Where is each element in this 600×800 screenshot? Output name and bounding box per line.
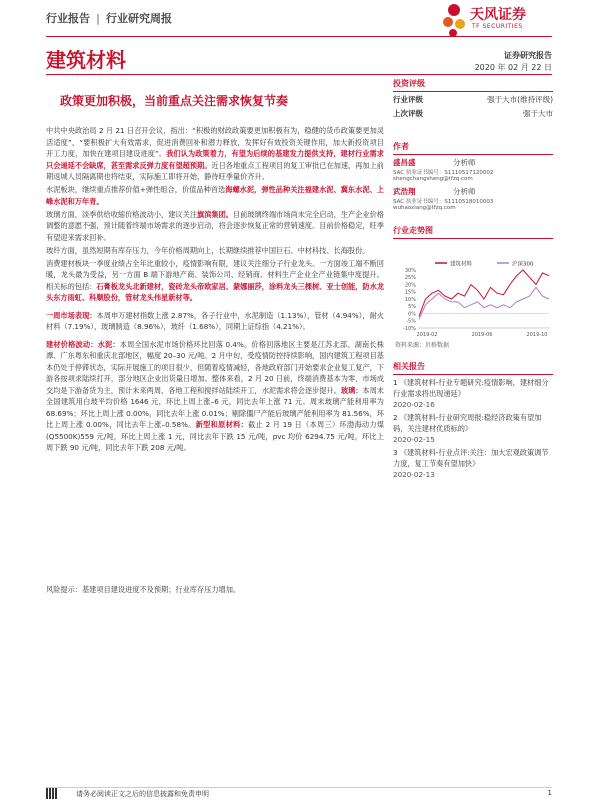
main-body — [46, 125, 384, 455]
legend-label: 建筑材料 — [450, 261, 473, 268]
prices-materials-label: 新型和原材料： — [195, 420, 249, 429]
y-tick-label: 0% — [408, 311, 416, 318]
paragraph-prices — [46, 339, 384, 454]
paragraph-fiberglass: 玻纤方面，虽然短期有库存压力，今年价格周期向上，长期继续推荐中国巨石、中材科技、长海股份。 — [46, 245, 370, 255]
market-label: 一周市场表现： — [46, 310, 97, 320]
company-logo — [440, 2, 560, 38]
rating-industry-row — [393, 94, 553, 105]
rating-section-title: 投资评级 — [393, 79, 425, 88]
author-role: 分析师 — [453, 158, 476, 167]
glass-highlight: 旗滨集团。 — [197, 209, 233, 219]
header-bar — [46, 10, 172, 26]
x-tick-label: 2019-10 — [526, 332, 548, 338]
header-rule — [46, 36, 552, 37]
chart-section-title: 行业走势图 — [393, 226, 433, 235]
related-reports — [393, 361, 553, 480]
page-title: 建筑材料 — [46, 48, 126, 72]
author-sac: SAC 执业证书编号：S1110518010003 — [393, 199, 494, 205]
report-category: 行业报告 — [46, 12, 90, 25]
authors-section-title: 作者 — [393, 142, 409, 151]
related-section-title: 相关报告 — [393, 362, 425, 371]
footer-disclaimer: 请务必阅读正文之后的信息披露和免责申明 — [76, 790, 209, 798]
paragraph-market — [46, 310, 384, 333]
trend-chart-svg — [393, 258, 553, 340]
rating-prev-row — [393, 108, 553, 119]
prices-glass-text: 本周末全国建筑用白玻平均价格 1646 元，环比上周上涨–6 元，同比去年上涨 71 元。周末玻璃产能利用率为 68.69%；环比上周上涨 0.00%，同比去年上涨 0.01%；剔除僵尸产能后玻璃产能利用率为 81.56%，环比上周上涨 0.00%，同比去年上涨–0.58%。 — [46, 385, 384, 429]
report-subcategory: 行业研究周报 — [106, 12, 173, 25]
logo-mark-icon — [440, 2, 470, 38]
y-tick-label: -10% — [403, 325, 416, 332]
risk-warning: 风险提示：基建项目建设进度不及预期；行业库存压力增加。 — [46, 585, 241, 594]
paragraph-cement — [46, 184, 384, 207]
logo-subtitle: TF SECURITIES — [472, 23, 523, 30]
related-rule — [393, 374, 553, 375]
x-tick-label: 2019-06 — [471, 332, 493, 338]
related-report-date: 2020-02-16 — [393, 400, 435, 409]
paragraph-policy — [46, 125, 384, 183]
policy-text-2: 近日各地重点工程项目的复工审批已在加速，再加上前期返城人员隔离期也将结束，实际施工即将开始，静待旺季量价齐升。 — [46, 160, 384, 181]
related-report-item[interactable] — [393, 447, 553, 480]
policy-highlight: 我们认为政策着力，有望为后续的基建发力提供支持，建材行业需求只会递延不会缺席，甚至需求反弹力度有望超预期。 — [46, 149, 384, 170]
title-rule — [46, 74, 552, 75]
prices-label: 建材价格波动：水泥： — [46, 339, 120, 349]
market-text: 本周申万建材指数上涨 2.87%，各子行业中，水泥制造（1.13%），管材（4.94%），耐火材料（7.19%），玻璃制造（8.96%），玻纤（1.68%），同期上证综指（4.21%）。 — [46, 310, 384, 331]
y-tick-label: -5% — [406, 318, 416, 325]
x-tick-label: 2019-02 — [416, 332, 438, 338]
author-sac: SAC 执业证书编号：S1110517120002 — [393, 170, 494, 176]
chart-rule — [393, 238, 553, 239]
y-tick-label: 5% — [408, 304, 416, 311]
qr-code-icon — [46, 788, 58, 799]
rating-prev-label: 上次评级 — [393, 109, 423, 118]
rating-industry-value: 强于大市(维持评级) — [487, 95, 553, 104]
glass-text-2: 目前玻璃终端市场尚未完全启动，生产企业价格调整的意愿不强，预计随着终端市场需求的逐步启动，将会逐步恢复正常的营销速度。目前价格稳定，旺季有望迎来需求回补。 — [46, 209, 384, 242]
author-email[interactable]: shengchangsheng@tfzq.com — [393, 176, 473, 182]
prices-glass-label: 玻璃： — [340, 385, 363, 395]
related-report-title[interactable]: 1 《建筑材料-行业专题研究:疫情影响，建材细分行业需求将出现递延》 — [393, 378, 549, 398]
rating-rule — [393, 91, 553, 92]
author-card — [393, 157, 553, 182]
author-role: 分析师 — [453, 187, 476, 196]
series-line — [419, 287, 549, 319]
author-email[interactable]: wuhaoxiang@tfzq.com — [393, 205, 456, 211]
related-report-item[interactable] — [393, 377, 553, 410]
glass-text: 玻璃方面，淡季供给收缩价格波动小，建议关注 — [46, 209, 198, 219]
author-name: 武浩翔 — [393, 187, 416, 196]
author-name: 盛昌盛 — [393, 158, 416, 167]
related-report-title[interactable]: 3 《建筑材料-行业点评:关注：加大宏观政策调节力度，复工节奏有望加快》 — [393, 448, 549, 468]
logo-name: 天风证券 — [470, 7, 526, 23]
consumer-text: 消费建材板块一季度业绩占全年比重较小，疫情影响有限，建议关注细分子行业龙头。一方面竣工端不断回暖，龙头最为受益，另一方面 B 端下游地产商、装饰公司、经销商、材料生产企业全产业链集中度提升。相关标的包括： — [46, 258, 384, 291]
prices-materials-text: 截止 2 月 19 日（本周三）环渤海动力煤(Q5500K)559 元/吨，环比上周上涨 1 元，同比去年下跌 15 元/吨，pvc 均价 6294.75 元/吨，环比上周下跌 90 元/吨，同比去年下跌 208 元/吨。 — [46, 420, 385, 452]
industry-trend-chart — [393, 258, 553, 340]
y-tick-label: 15% — [404, 289, 416, 296]
legend-label: 沪深300 — [512, 261, 534, 268]
policy-text: 中共中央政治局 2 月 21 日召开会议，指出：“积极的财政政策要更加积极有为，稳健的货币政策要更加灵活适度”，“要积极扩大有效需求，促进消费回补和潜力释放，发挥好有效投资关键作用，加大新投资项目开工力度，加快在建项目建设进度”。 — [46, 126, 384, 158]
rating-prev-value: 强于大市 — [523, 109, 553, 118]
chart-source: 资料来源：贝格数据 — [395, 342, 450, 349]
authors-rule — [393, 154, 553, 155]
page-number: 1 — [547, 789, 552, 797]
sidebar — [393, 78, 553, 241]
headline: 政策更加积极，当前重点关注需求恢复节奏 — [60, 94, 289, 108]
related-report-title[interactable]: 2 《建筑材料-行业研究周报:稳经济政策有望加码，关注建材优质标的》 — [393, 413, 542, 433]
footer-rule — [46, 787, 552, 788]
consumer-highlight: 石膏板龙头北新建材，瓷砖龙头帝欧家居、蒙娜丽莎，涂料龙头三棵树、亚士创能，防水龙头东方雨虹、科顺股份，管材龙头伟星新材等。 — [46, 281, 384, 302]
rating-industry-label: 行业评级 — [393, 95, 423, 104]
report-type: 证券研究报告 — [504, 51, 552, 60]
y-tick-label: 10% — [404, 296, 416, 303]
y-tick-label: 30% — [404, 267, 416, 274]
cement-highlight: 海螺水泥，弹性品种关注福建水泥、冀东水泥、上峰水泥和万年青。 — [46, 185, 384, 206]
prices-cement-text: 本周全国水泥市场价格环比回落 0.4%。价格回落地区主要是江苏北部、湖南长株潭、广东粤东和重庆北部地区，幅度 20–30 元/吨。2 月中旬，受疫情防控持续影响，国内建筑工程项目基本仍处于停滞状态，实际开展施工的项目很少，但随着疫情减轻，各地政府部门开始要求企业复工复产，下游各按项求陆续打开，部分地区企业出货量日增加。整体来看，2 月 20 日前，终端消费基本为零，市场成交均是下游备货为主，预计未来两周，各地工程和搅拌站陆续开工，水泥需求将会逐步提升。 — [46, 339, 384, 395]
paragraph-glass — [46, 209, 384, 244]
y-tick-label: 20% — [404, 282, 416, 289]
y-tick-label: 25% — [404, 275, 416, 282]
report-date: 2020 年 02 月 22 日 — [474, 63, 552, 72]
cement-text: 水泥板块，继续重点推荐价值+弹性组合，价值品种首选 — [46, 185, 226, 194]
related-report-date: 2020-02-13 — [393, 470, 435, 479]
header-separator: | — [96, 11, 101, 25]
paragraph-consumer — [46, 258, 384, 304]
related-report-date: 2020-02-15 — [393, 435, 435, 444]
author-card — [393, 186, 553, 211]
related-report-item[interactable] — [393, 412, 553, 445]
